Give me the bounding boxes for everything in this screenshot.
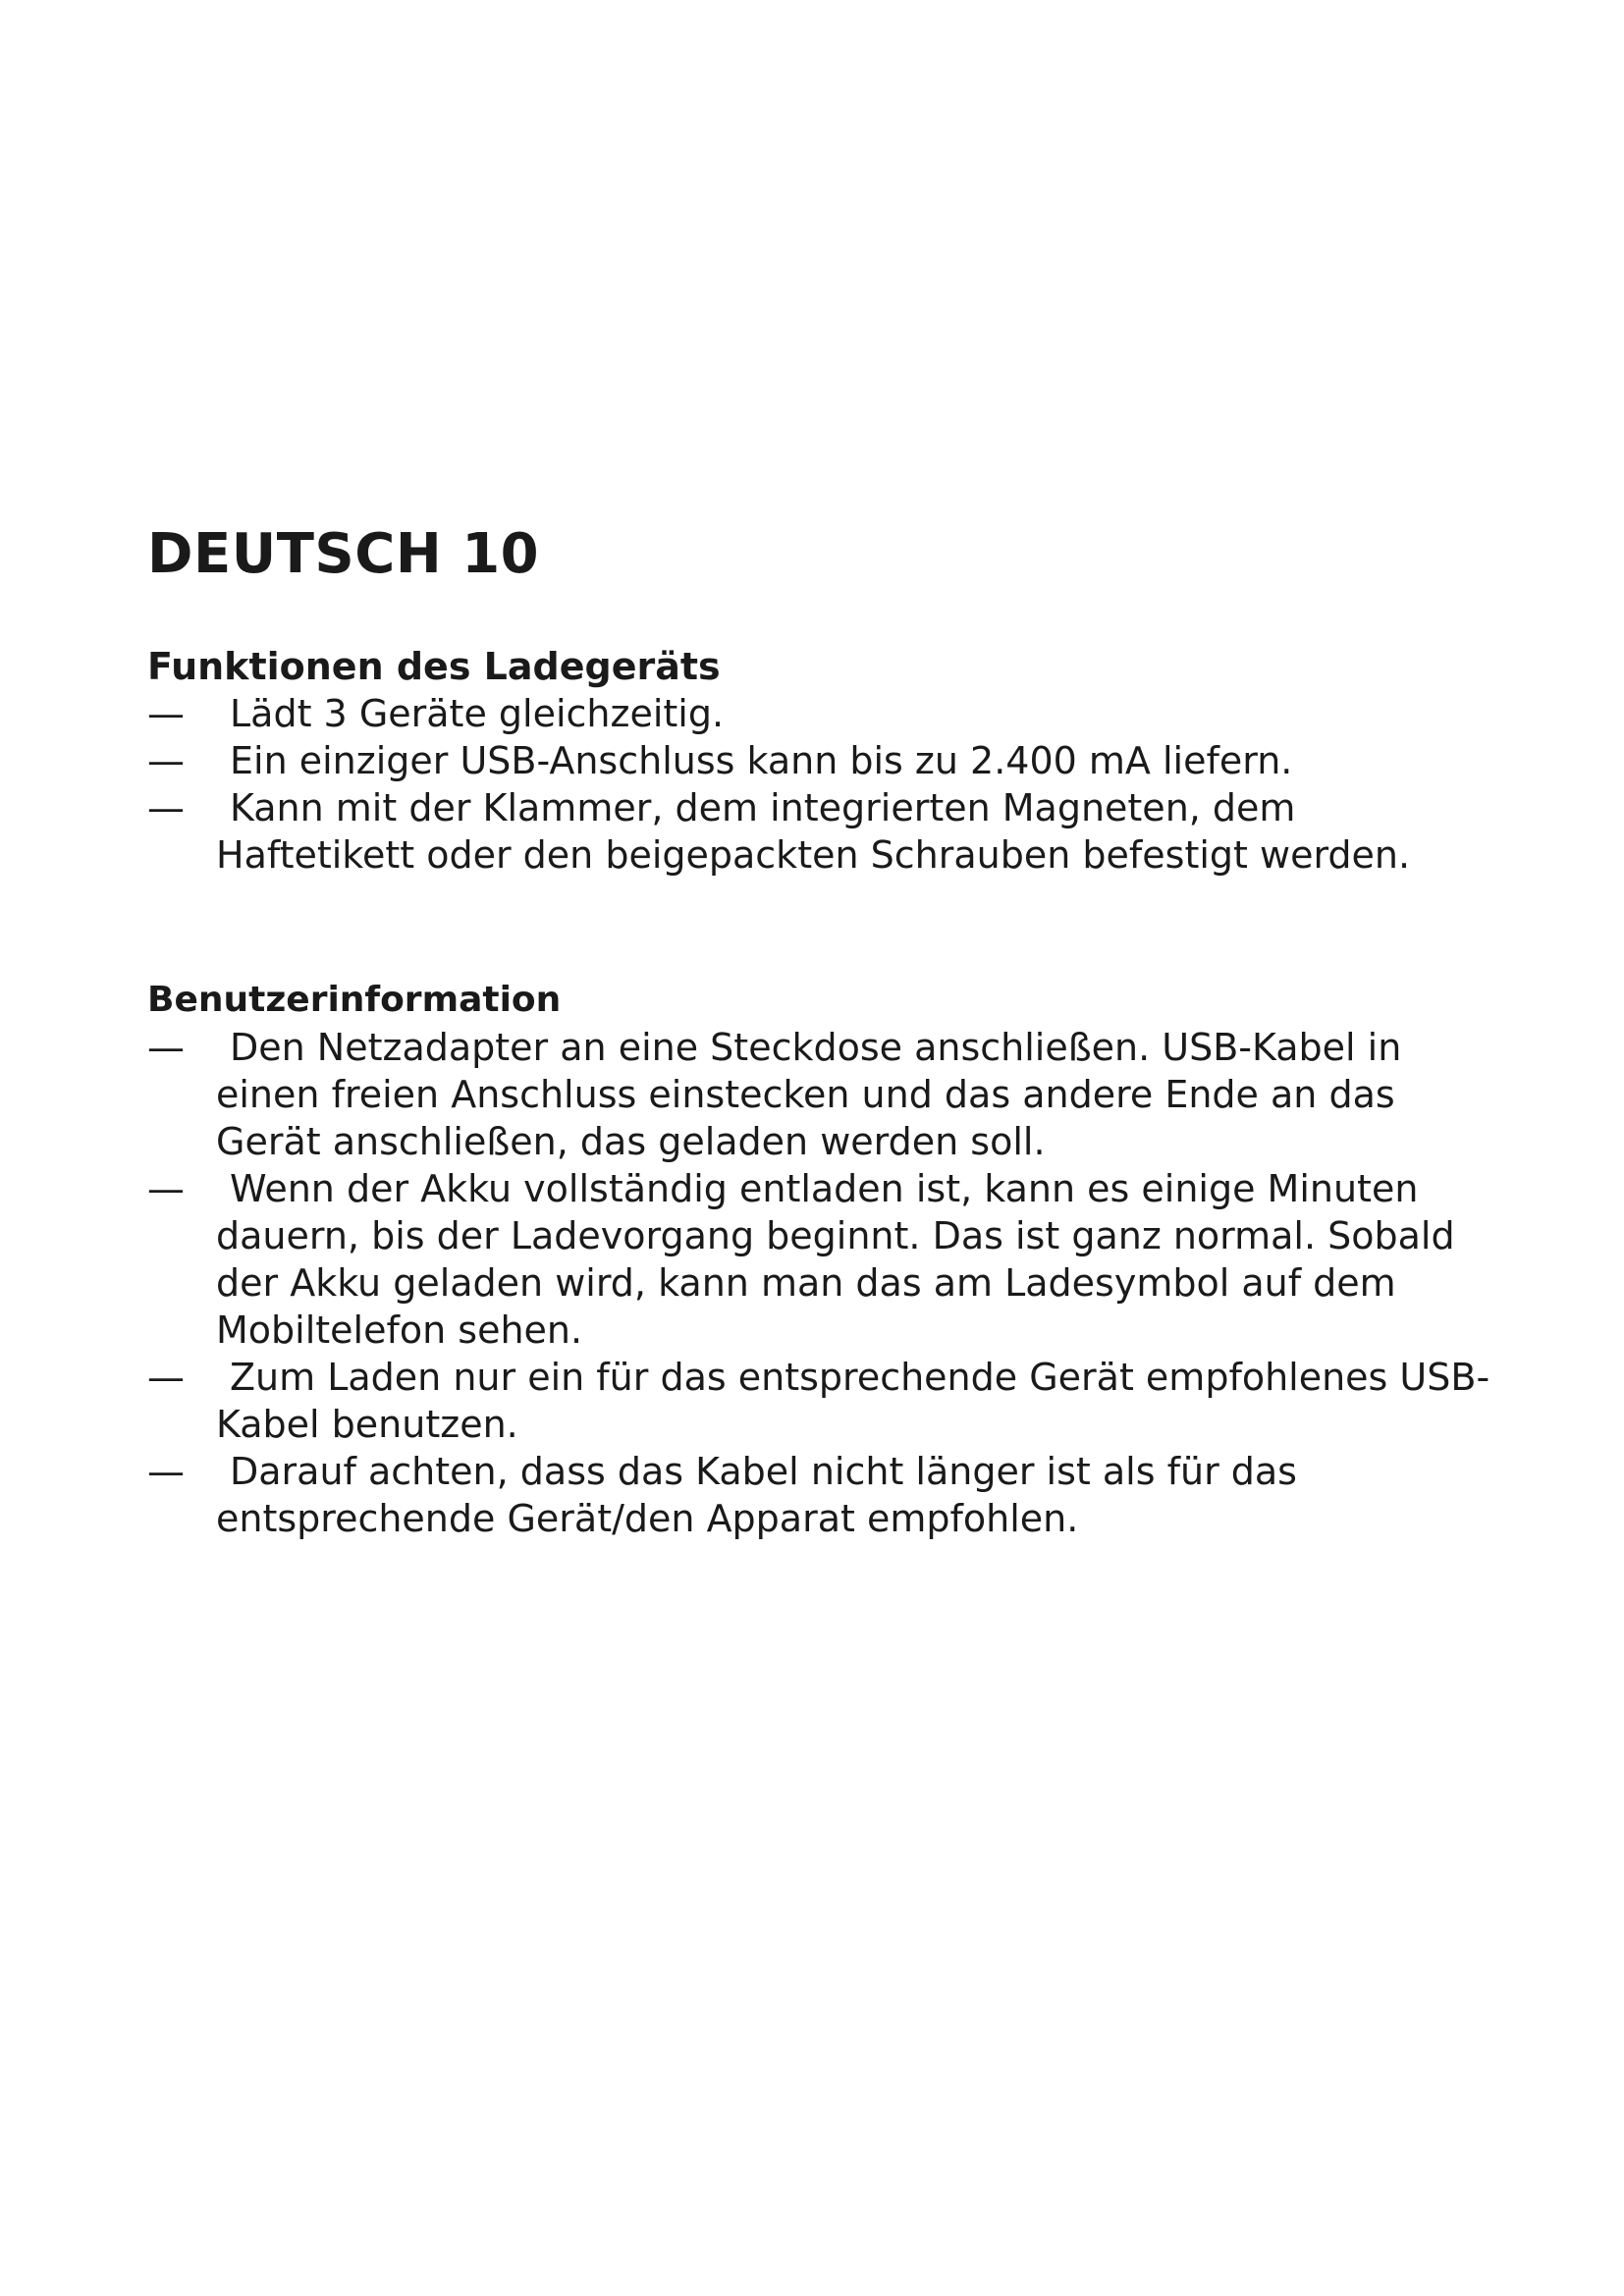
section-heading-user-information: Benutzerinformation (147, 980, 562, 1020)
bullet-dash: — (147, 1450, 185, 1493)
bullet-dash: — (147, 692, 185, 735)
list-item (147, 737, 1502, 784)
section-user-information (147, 977, 1502, 1542)
bullet-dash: — (147, 1026, 185, 1069)
list-item-text: Ein einziger USB-Anschluss kann bis zu 2.400 mA liefern. (230, 739, 1293, 782)
list-item (147, 1024, 1502, 1165)
section-heading-charger-features: Funktionen des Ladegeräts (147, 645, 721, 688)
list-item-text: Den Netzadapter an eine Steckdose anschließen. USB-Kabel in einen freien Anschluss einstecken und das andere Ende an das Gerät anschließen, das geladen werden soll. (216, 1026, 1402, 1163)
list-item (147, 690, 1502, 737)
list-item-text: Kann mit der Klammer, dem integrierten Magneten, dem Haftetikett oder den beigepackten Schrauben befestigt werden. (216, 786, 1411, 877)
user-information-list (147, 1024, 1502, 1542)
section-charger-features (147, 643, 1502, 879)
list-item-text: Zum Laden nur ein für das entsprechende Gerät empfohlenes USB-Kabel benutzen. (216, 1356, 1490, 1446)
charger-features-list (147, 690, 1502, 879)
list-item-text: Wenn der Akku vollständig entladen ist, kann es einige Minuten dauern, bis der Ladevorgang beginnt. Das ist ganz normal. Sobald der Akku geladen wird, kann man das am Ladesymbol auf dem Mobiltelefon sehen. (216, 1167, 1455, 1352)
list-item (147, 784, 1502, 879)
list-item (147, 1354, 1502, 1448)
list-item-text: Darauf achten, dass das Kabel nicht länger ist als für das entsprechende Gerät/den Apparat empfohlen. (216, 1450, 1297, 1540)
list-item (147, 1448, 1502, 1542)
bullet-dash: — (147, 739, 185, 782)
list-item-text: Lädt 3 Geräte gleichzeitig. (230, 692, 725, 735)
bullet-dash: — (147, 1356, 185, 1399)
bullet-dash: — (147, 786, 185, 829)
list-item (147, 1165, 1502, 1354)
page-title: DEUTSCH 10 (147, 522, 540, 586)
bullet-dash: — (147, 1167, 185, 1210)
